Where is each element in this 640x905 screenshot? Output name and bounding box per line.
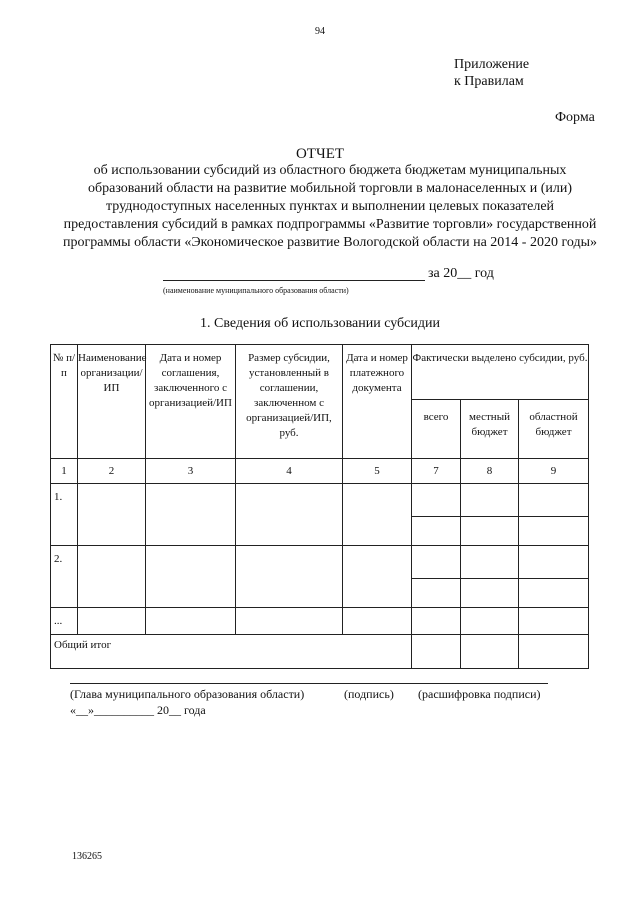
header-agreement: Дата и номер соглашения, заключенного с организацией/ИП bbox=[146, 345, 236, 459]
header-regional: областной бюджет bbox=[519, 400, 589, 459]
table-cell[interactable] bbox=[146, 608, 236, 635]
document-code: 136265 bbox=[72, 851, 102, 862]
header-actual: Фактически выделено субсидии, руб. bbox=[412, 345, 589, 400]
signature-line bbox=[70, 683, 548, 685]
table-cell[interactable] bbox=[78, 484, 146, 546]
table-cell[interactable] bbox=[461, 484, 519, 517]
table-cell[interactable] bbox=[412, 484, 461, 517]
column-number-row bbox=[51, 459, 589, 484]
table-cell[interactable] bbox=[461, 546, 519, 579]
report-period: за 20__ год bbox=[428, 266, 494, 281]
total-row bbox=[51, 635, 589, 669]
header-num: № п/п bbox=[51, 345, 78, 459]
table-cell[interactable] bbox=[519, 546, 589, 579]
column-number: 7 bbox=[412, 459, 461, 484]
header-amount: Размер субсидии, установленный в соглашении, заключенном с организацией/ИП, руб. bbox=[236, 345, 343, 459]
header-total: всего bbox=[412, 400, 461, 459]
column-number: 2 bbox=[78, 459, 146, 484]
table-cell[interactable] bbox=[519, 579, 589, 608]
column-number: 5 bbox=[343, 459, 412, 484]
table-cell[interactable] bbox=[519, 517, 589, 546]
table-cell[interactable] bbox=[78, 546, 146, 608]
appendix-note bbox=[454, 56, 529, 90]
table-cell[interactable] bbox=[78, 608, 146, 635]
table-row bbox=[51, 546, 589, 579]
column-number: 8 bbox=[461, 459, 519, 484]
table-cell[interactable] bbox=[412, 579, 461, 608]
municipality-caption: (наименование муниципального образования области) bbox=[163, 286, 349, 295]
table-cell[interactable] bbox=[519, 484, 589, 517]
table-cell[interactable] bbox=[146, 484, 236, 546]
signature-decode-caption: (расшифровка подписи) bbox=[418, 687, 541, 701]
table-cell[interactable] bbox=[412, 517, 461, 546]
column-number: 9 bbox=[519, 459, 589, 484]
table-cell[interactable] bbox=[461, 608, 519, 635]
table-cell[interactable] bbox=[343, 484, 412, 546]
table-cell[interactable] bbox=[461, 579, 519, 608]
table-row bbox=[51, 484, 589, 517]
total-cell[interactable] bbox=[412, 635, 461, 669]
header-payment: Дата и номер платежного документа bbox=[343, 345, 412, 459]
table-cell[interactable] bbox=[236, 546, 343, 608]
table-cell[interactable] bbox=[343, 546, 412, 608]
subsidy-table bbox=[50, 344, 589, 669]
table-row bbox=[51, 608, 589, 635]
header-row bbox=[51, 345, 589, 400]
total-cell[interactable] bbox=[519, 635, 589, 669]
appendix-line-2: к Правилам bbox=[454, 74, 524, 89]
header-local: местный бюджет bbox=[461, 400, 519, 459]
row-number: 1. bbox=[51, 484, 78, 546]
row-number: 2. bbox=[51, 546, 78, 608]
table-cell[interactable] bbox=[236, 484, 343, 546]
table-cell[interactable] bbox=[236, 608, 343, 635]
total-cell[interactable] bbox=[461, 635, 519, 669]
section-title: 1. Сведения об использовании субсидии bbox=[199, 316, 440, 331]
signature-role-caption: (Глава муниципального образования области) bbox=[70, 687, 305, 701]
signature-caption: (подпись) bbox=[344, 687, 394, 701]
column-number: 4 bbox=[236, 459, 343, 484]
row-number: ... bbox=[51, 608, 78, 635]
municipality-name-line bbox=[163, 266, 425, 281]
total-label: Общий итог bbox=[51, 635, 412, 669]
page-number: 94 bbox=[315, 26, 325, 37]
header-org: Наименование организации/ИП bbox=[78, 345, 146, 459]
form-label: Форма bbox=[555, 110, 595, 125]
table-cell[interactable] bbox=[412, 546, 461, 579]
table-cell[interactable] bbox=[343, 608, 412, 635]
table-cell[interactable] bbox=[412, 608, 461, 635]
appendix-line-1: Приложение bbox=[454, 57, 530, 72]
report-subtitle: об использовании субсидий из областного бюджета бюджетам муниципальных образований области на развитие мобильной торговли в малонаселенных и (или) труднодоступных населенных пунктах и выполнении целевых показателей предоставления субсидий в рамках подпрограммы «Развитие торговли» государственной программы области «Экономическое развитие Вологодской области на 2014 - 2020 годы» bbox=[63, 163, 597, 250]
table-cell[interactable] bbox=[461, 517, 519, 546]
column-number: 1 bbox=[51, 459, 78, 484]
table-cell[interactable] bbox=[519, 608, 589, 635]
table-cell[interactable] bbox=[146, 546, 236, 608]
date-line: «__»__________ 20__ года bbox=[70, 703, 206, 717]
report-title: ОТЧЕТ bbox=[295, 146, 345, 162]
column-number: 3 bbox=[146, 459, 236, 484]
